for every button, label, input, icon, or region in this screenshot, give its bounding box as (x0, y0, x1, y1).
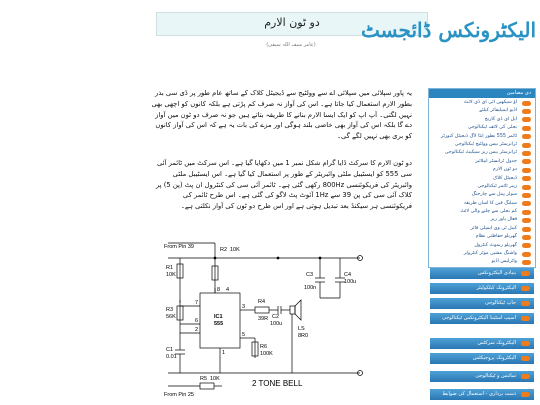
category-label: بنیادی الیکٹرونکس (477, 270, 516, 276)
menu-item[interactable] (429, 158, 535, 166)
pin-5-label: 5 (242, 332, 246, 338)
bullet-icon (522, 126, 531, 131)
category-label: جاپ ٹیکنالوجی (485, 300, 516, 306)
article-paragraph: دو ٹون الارم کا سرکٹ ڈایا گرام شکل نمبر 1 میں دکھایا گیا ہے۔ اس سرکٹ میں ٹائمر آئی سی 555 کو ایسٹیبل ملٹی وائبریٹر کے طور پر استعمال کیا گیا ہے۔ اس ایسٹیبل ملٹی وائبریٹر کی فریکوئنسی 800Hz رکھی گئی ہے۔ ٹائمر آئی سی کی کنٹرول ان پٹ (پن 5) پر کلاک آئی سی کی پن 39 سے 1Hz آئوٹ پٹ لاگو کی گئی ہے۔ اس طرح ٹائمر کی فریکوئنسی ہر سیکنڈ بعد تبدیل ہوتی ہے اور اس طرح دو ٹون کی آواز نکلتی ہے۔ (155, 159, 412, 211)
c1-label: C1 (166, 347, 174, 353)
category-label: دست برداری - استعمال کی ضوابط (442, 391, 516, 397)
menu-item[interactable] (429, 233, 535, 241)
r1-label: R1 (166, 265, 174, 271)
category-button[interactable] (430, 389, 534, 400)
bullet-icon (522, 117, 531, 122)
category-label: الیکٹرونک سرکٹس (477, 340, 516, 346)
category-button[interactable] (430, 353, 534, 364)
menu-item[interactable] (429, 200, 535, 208)
menu-item-label: ڈیجیٹل کلاک (492, 175, 517, 181)
category-label: الیکٹرونک پروجیکٹس (472, 355, 516, 361)
menu-item-label: واشنگ مشین موٹر کنٹرولر (463, 251, 517, 257)
menu-item-label: ٹرانزسٹر بیس وولٹیج ٹیکنالوجی (454, 141, 517, 147)
menu-item[interactable] (429, 216, 535, 224)
bullet-icon (522, 101, 531, 106)
menu-item-label: وائرلیس آڈیو (491, 259, 517, 265)
menu-item-label: کیبل ٹی وی ایمپلی فائر (470, 225, 517, 231)
menu-item[interactable] (429, 166, 535, 174)
circuit-schematic (160, 238, 380, 402)
menu-item[interactable] (429, 208, 535, 216)
bullet-icon (522, 151, 531, 156)
menu-item-label: ٹائمر 555 بطور ایٹا لاگ ڈیجیٹل کنورٹر (440, 133, 517, 139)
c2-label: C2 (272, 314, 280, 320)
bullet-icon (522, 159, 531, 164)
bullet-icon (522, 109, 531, 114)
bullet-icon (522, 185, 531, 190)
bullet-icon (521, 301, 530, 306)
r4-label: R4 (258, 299, 266, 305)
category-label: الیکٹرونک کیلکولیٹر (476, 285, 516, 291)
menu-item[interactable] (429, 116, 535, 124)
menu-item[interactable] (429, 191, 535, 199)
menu-item-label: بجلی کی لائف ٹیکنالوجی (467, 125, 517, 131)
bullet-icon (521, 356, 530, 361)
pin-2-label: 2 (195, 327, 199, 333)
menu-item-label: زیبر ٹائمر ٹیکنالوجی (477, 183, 517, 189)
menu-item[interactable] (429, 107, 535, 115)
bullet-icon (521, 316, 530, 321)
bullet-icon (522, 143, 531, 148)
menu-item-label: گھریلو ریموٹ کنٹرول (474, 242, 517, 248)
c4-value: 100u (344, 279, 357, 285)
r3-value: 56K (166, 314, 176, 320)
category-button[interactable] (430, 371, 534, 382)
category-button[interactable] (430, 283, 534, 294)
c2-value: 100u (270, 321, 283, 327)
c3-label: C3 (306, 272, 314, 278)
category-label: اسیپ اسٹینڈ الیکٹرونکس ٹیکنالوجی (442, 315, 516, 321)
c1-value: 0.01 (166, 354, 177, 360)
menu-item-label: آؤ سیکھیں آئی ای ڈی لائٹ (463, 100, 517, 105)
menu-item[interactable] (429, 242, 535, 250)
menu-item-label: کم بجلی سے چلنے والی لائٹ (460, 209, 517, 215)
category-label: سائنس و ٹیکنالوجی (475, 373, 516, 379)
bullet-icon (522, 134, 531, 139)
logo-text: الیکٹرونکس ڈائجسٹ (361, 18, 536, 42)
r3-label: R3 (166, 307, 174, 313)
menu-item-label: آڈیو ایمپلیفائر کیلئے (479, 108, 517, 114)
from-pin-25-label: From Pin 25 (164, 392, 194, 398)
bullet-icon (522, 260, 531, 265)
c3-value: 100n (304, 285, 317, 291)
r6-label: R6 (260, 344, 268, 350)
menu-item[interactable] (429, 183, 535, 191)
menu-item[interactable] (429, 258, 535, 266)
bullet-icon (521, 374, 530, 379)
bullet-icon (521, 341, 530, 346)
menu-item[interactable] (429, 99, 535, 107)
category-button[interactable] (430, 268, 534, 279)
bullet-icon (522, 252, 531, 257)
ic-value: 555 (214, 321, 224, 327)
site-logo[interactable] (361, 18, 536, 58)
pin-8-label: 8 (217, 287, 221, 293)
bullet-icon (521, 286, 530, 291)
articles-menu (428, 88, 536, 268)
category-button[interactable] (430, 313, 534, 324)
bullet-icon (522, 218, 531, 223)
bullet-icon (522, 227, 531, 232)
from-pin-39-label: From Pin 39 (164, 244, 194, 250)
category-button[interactable] (430, 298, 534, 309)
menu-item-label: سیلنگ فین کا آسان طریقہ (463, 200, 517, 206)
menu-item-label: ٹرانزسٹر بیس ریز سیکیٹ ٹیکنالوجی (444, 150, 517, 156)
pin-6-label: 6 (195, 318, 199, 324)
menu-item[interactable] (429, 149, 535, 157)
r5-value: 10K (210, 376, 220, 382)
article-author: (عامر سیف اللہ سیفی) (266, 42, 316, 48)
menu-item[interactable] (429, 175, 535, 183)
r4-value: 39R (258, 316, 269, 322)
bullet-icon (522, 243, 531, 248)
menu-item-label: سولر پینل سے چارجنگ (471, 192, 517, 198)
r5-label: R5 (200, 376, 208, 382)
r2-value: 10K (230, 247, 240, 253)
ic-label: IC1 (214, 314, 223, 320)
bullet-icon (521, 392, 530, 397)
bullet-icon (521, 271, 530, 276)
bullet-icon (522, 168, 531, 173)
article-paragraph: یہ پاور سپلائی میں سپلائی اے سے وولٹیج سے ڈیجیٹل کلاک کے ساتھ عام طور پر ڈی سی بذر بطور الارم استعمال کیا جاتا ہے۔ اس کی آواز نہ صرف کم پڑتی ہے بلکہ کانوں کو اچھی بھی نہیں لگتی۔ آپ اپ کو ایک ایسا الارم بنانے کا طریقہ بتاتے ہیں جو نہ صرف دو ٹون میں آواز دے گا بلکہ اس کی آواز بھی خاصی بلند ہوگی اور مزے کی بات یہ ہے کہ اس کی آواز کانوں کو بری بھی نہیں لگے گی۔ (151, 89, 412, 141)
menu-item[interactable] (429, 225, 535, 233)
menu-item[interactable] (429, 124, 535, 132)
menu-item[interactable] (429, 250, 535, 258)
menu-item-label: دو ٹون الارم (492, 167, 517, 173)
r1-value: 10K (166, 272, 176, 278)
ls-label: LS (298, 326, 305, 332)
article-title: دو ٹون الارم (264, 16, 320, 29)
bullet-icon (522, 193, 531, 198)
pin-7-label: 7 (195, 300, 199, 306)
pin-3-label: 3 (242, 304, 246, 310)
ls-value: 8R0 (298, 333, 309, 339)
pin-1-label: 1 (222, 350, 226, 356)
bullet-icon (522, 201, 531, 206)
menu-title: دی مضامین (429, 89, 535, 98)
menu-item-label: ایل ای ڈی کاریخ (484, 116, 517, 122)
c4-label: C4 (344, 272, 352, 278)
r2-label: R2 (220, 247, 228, 253)
bullet-icon (522, 176, 531, 181)
menu-item[interactable] (429, 133, 535, 141)
menu-item-label: فعال پاور ریز (490, 217, 517, 223)
menu-list (429, 98, 535, 267)
category-button[interactable] (430, 338, 534, 349)
bullet-icon (522, 210, 531, 215)
schematic-title: 2 TONE BELL (252, 379, 303, 388)
r6-value: 100K (260, 351, 273, 357)
menu-item[interactable] (429, 141, 535, 149)
bullet-icon (522, 235, 531, 240)
menu-item-label: گھریلو حفاظتی نظام (475, 234, 517, 240)
menu-item-label: جدول ٹرانسٹر ایپلائیر (475, 158, 517, 164)
pin-4-label: 4 (226, 287, 230, 293)
